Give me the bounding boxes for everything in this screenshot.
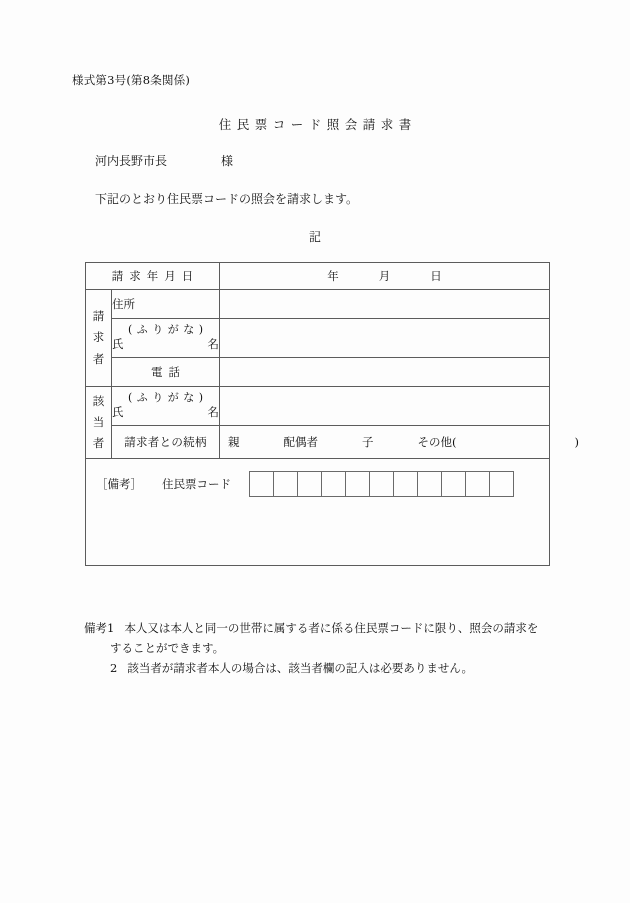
relation-option-other-open[interactable]: その他( <box>417 435 457 449</box>
code-box-5[interactable] <box>345 471 370 497</box>
table-row-subject-name <box>86 387 550 426</box>
group-label-subject: 該 当 者 <box>86 387 112 459</box>
label-subject-name-right: 名 <box>207 405 219 420</box>
addressee-name: 河内長野市長 <box>95 154 168 168</box>
relation-option-child[interactable]: 子 <box>362 435 374 449</box>
footnote-2-marker: 2 <box>110 661 118 676</box>
footnote-item-1 <box>80 618 560 638</box>
resident-code-boxes[interactable] <box>249 471 514 497</box>
table-row-requester-tel <box>86 358 550 387</box>
request-form-table <box>85 262 579 566</box>
addressee-honorific: 様 <box>221 154 234 168</box>
form-number: 様式第3号(第8条関係) <box>72 73 191 87</box>
table-row-remarks <box>86 459 550 566</box>
code-box-10[interactable] <box>465 471 490 497</box>
field-requester-name[interactable] <box>220 319 550 358</box>
code-box-7[interactable] <box>393 471 418 497</box>
label-requester-tel: 電話 <box>112 358 220 387</box>
footnote-item-2 <box>80 658 560 678</box>
label-requester-name: (ふりがな) 氏 名 <box>112 319 220 358</box>
code-box-6[interactable] <box>369 471 394 497</box>
label-request-date: 請求年月日 <box>86 263 220 290</box>
remarks-label: ［備考］ <box>96 477 142 491</box>
label-subject-name: (ふりがな) 氏 名 <box>112 387 220 426</box>
relation-option-parent[interactable]: 親 <box>228 435 240 449</box>
footnotes <box>80 618 560 678</box>
group-label-requester: 請 求 者 <box>86 290 112 387</box>
label-requester-address: 住所 <box>112 290 220 319</box>
table-row-subject-relation <box>86 426 550 459</box>
table-row-request-date <box>86 263 550 290</box>
table-row-requester-name <box>86 319 550 358</box>
addressee-line <box>95 152 233 169</box>
footnote-1-text: 本人又は本人と同一の世帯に属する者に係る住民票コードに限り、照会の請求を <box>124 621 539 635</box>
resident-code-label: 住民票コード <box>162 477 231 491</box>
code-box-3[interactable] <box>297 471 322 497</box>
field-requester-tel[interactable] <box>220 358 550 387</box>
label-requester-name-right: 名 <box>207 337 219 352</box>
ki-mark: 記 <box>308 230 321 244</box>
date-month-label: 月 <box>378 269 391 283</box>
footnote-1-continuation: することができます。 <box>110 641 225 656</box>
code-box-1[interactable] <box>249 471 274 497</box>
field-subject-relation[interactable] <box>220 426 579 459</box>
remarks-cell <box>86 459 550 566</box>
code-box-4[interactable] <box>321 471 346 497</box>
code-box-9[interactable] <box>441 471 466 497</box>
footnote-1-marker: 備考1 <box>84 621 115 635</box>
label-requester-name-left: 氏 <box>112 337 124 352</box>
label-subject-relation: 請求者との続柄 <box>112 426 220 459</box>
code-box-11[interactable] <box>489 471 514 497</box>
field-subject-name[interactable] <box>220 387 550 426</box>
date-year-label: 年 <box>327 269 339 283</box>
document-title: 住民票コード照会請求書 <box>218 117 417 132</box>
code-box-8[interactable] <box>417 471 442 497</box>
relation-option-other-close: ) <box>574 435 579 449</box>
field-requester-address[interactable] <box>220 290 550 319</box>
table-row-requester-address <box>86 290 550 319</box>
footnote-2-text: 該当者が請求者本人の場合は、該当者欄の記入は必要ありません。 <box>127 661 474 676</box>
lead-text: 下記のとおり住民票コードの照会を請求します。 <box>95 192 359 206</box>
label-subject-name-left: 氏 <box>112 405 124 420</box>
relation-option-spouse[interactable]: 配偶者 <box>283 435 318 449</box>
field-request-date[interactable] <box>220 263 550 290</box>
code-box-2[interactable] <box>273 471 298 497</box>
date-day-label: 日 <box>430 269 442 283</box>
